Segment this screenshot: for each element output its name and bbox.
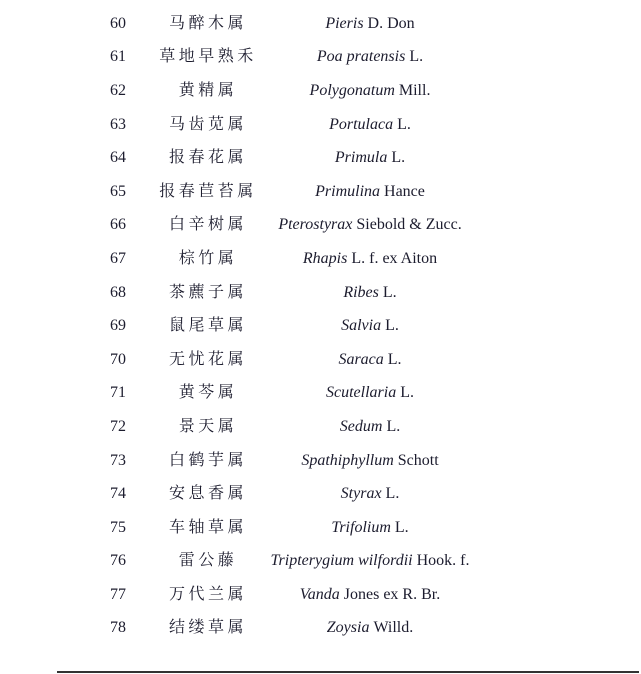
genus-latin-name xyxy=(260,83,480,99)
latin-authority: Hance xyxy=(384,182,425,200)
row-number: 63 xyxy=(110,115,126,133)
latin-genus-italic: Spathiphyllum xyxy=(301,451,394,469)
table-row xyxy=(0,242,641,276)
genus-latin-name xyxy=(260,385,480,401)
row-number: 60 xyxy=(110,14,126,32)
latin-genus-italic: Polygonatum xyxy=(309,81,395,99)
table-row xyxy=(0,108,641,142)
genus-latin-name xyxy=(260,587,480,603)
latin-genus-italic: Rhapis xyxy=(302,249,348,267)
latin-authority: L. f. ex Aiton xyxy=(351,249,438,267)
latin-authority: L. xyxy=(382,283,397,301)
row-number: 74 xyxy=(110,485,126,503)
row-number: 62 xyxy=(110,81,126,99)
latin-authority: D. Don xyxy=(367,14,415,32)
latin-authority: Schott xyxy=(397,451,439,469)
genus-chinese-name: 雷公藤 xyxy=(178,552,238,570)
table-row xyxy=(0,410,641,444)
latin-authority: Jones ex R. Br. xyxy=(343,585,441,603)
genus-latin-name xyxy=(260,419,480,435)
row-number: 70 xyxy=(110,350,126,368)
genus-chinese-name: 无忧花属 xyxy=(168,350,247,368)
genus-latin-name xyxy=(260,16,480,32)
genus-latin-name xyxy=(260,184,480,200)
table-row xyxy=(0,209,641,243)
genus-chinese-name: 草地早熟禾 xyxy=(159,48,257,66)
row-number: 77 xyxy=(110,585,126,603)
latin-authority: L. xyxy=(386,417,401,435)
latin-genus-italic: Trifolium xyxy=(331,518,391,536)
latin-authority: Willd. xyxy=(373,619,414,637)
latin-genus-italic: Primulina xyxy=(315,182,381,200)
table-bottom-border xyxy=(57,671,639,673)
genus-chinese-name: 结缕草属 xyxy=(168,619,247,637)
table-row xyxy=(0,511,641,545)
latin-authority: Hook. f. xyxy=(416,552,470,570)
latin-authority: L. xyxy=(385,317,399,335)
genus-latin-name xyxy=(260,352,480,368)
latin-genus-italic: Portulaca xyxy=(329,115,394,133)
genus-latin-name xyxy=(260,217,480,233)
latin-genus-italic: Saraca xyxy=(338,350,384,368)
row-number: 61 xyxy=(110,48,126,66)
latin-genus-italic: Vanda xyxy=(299,585,340,603)
genus-latin-name xyxy=(260,49,480,65)
row-number: 76 xyxy=(110,552,126,570)
table-row xyxy=(0,276,641,310)
genus-chinese-name: 万代兰属 xyxy=(168,585,247,603)
row-number: 72 xyxy=(110,417,126,435)
latin-authority: Siebold & Zucc. xyxy=(356,216,462,234)
latin-authority: Mill. xyxy=(398,81,431,99)
table-row xyxy=(0,578,641,612)
genus-chinese-name: 报春苣苔属 xyxy=(159,182,257,200)
latin-authority: L. xyxy=(397,115,411,133)
genus-chinese-name: 报春花属 xyxy=(168,149,247,167)
latin-genus-italic: Primula xyxy=(334,149,388,167)
table-row xyxy=(0,41,641,75)
genus-latin-name xyxy=(260,553,480,569)
row-number: 69 xyxy=(110,317,126,335)
latin-genus-italic: Tripterygium wilfordii xyxy=(270,552,413,570)
latin-authority: L. xyxy=(391,149,406,167)
genus-latin-name xyxy=(260,453,480,469)
table-row xyxy=(0,612,641,646)
row-number: 71 xyxy=(110,384,126,402)
genus-chinese-name: 棕竹属 xyxy=(178,249,238,267)
row-number: 78 xyxy=(110,619,126,637)
latin-genus-italic: Sedum xyxy=(339,417,383,435)
genus-chinese-name: 马醉木属 xyxy=(168,14,247,32)
row-number: 65 xyxy=(110,182,126,200)
table-row xyxy=(0,444,641,478)
table-row xyxy=(0,7,641,41)
genus-latin-name xyxy=(260,117,480,133)
table-row xyxy=(0,74,641,108)
latin-genus-italic: Pieris xyxy=(325,14,364,32)
table-row xyxy=(0,477,641,511)
latin-authority: L. xyxy=(387,350,402,368)
latin-genus-italic: Scutellaria xyxy=(326,384,397,402)
genus-latin-name xyxy=(260,486,480,502)
genus-latin-name xyxy=(260,620,480,636)
genus-chinese-name: 景天属 xyxy=(178,417,238,435)
genus-chinese-name: 白鹤芋属 xyxy=(168,451,247,469)
latin-genus-italic: Pterostyrax xyxy=(278,216,353,234)
table-row xyxy=(0,309,641,343)
row-number: 64 xyxy=(110,149,126,167)
genus-chinese-name: 白辛树属 xyxy=(168,216,247,234)
latin-authority: L. xyxy=(409,48,424,66)
row-number: 73 xyxy=(110,451,126,469)
genus-chinese-name: 马齿苋属 xyxy=(168,115,247,133)
table-row xyxy=(0,377,641,411)
genus-chinese-name: 黄芩属 xyxy=(178,384,238,402)
table-row xyxy=(0,175,641,209)
genus-chinese-name: 安息香属 xyxy=(168,485,247,503)
table-row xyxy=(0,141,641,175)
latin-genus-italic: Zoysia xyxy=(326,619,370,637)
latin-genus-italic: Styrax xyxy=(340,485,382,503)
genus-latin-name xyxy=(260,251,480,267)
latin-genus-italic: Salvia xyxy=(341,317,382,335)
row-number: 75 xyxy=(110,518,126,536)
genus-chinese-name: 车轴草属 xyxy=(168,518,247,536)
genus-latin-name xyxy=(260,520,480,536)
genus-table xyxy=(0,7,641,645)
table-row xyxy=(0,343,641,377)
row-number: 66 xyxy=(110,216,126,234)
latin-authority: L. xyxy=(385,485,400,503)
latin-authority: L. xyxy=(394,518,409,536)
genus-latin-name xyxy=(260,285,480,301)
latin-genus-italic: Ribes xyxy=(343,283,379,301)
table-row xyxy=(0,545,641,579)
genus-chinese-name: 黄精属 xyxy=(178,81,238,99)
genus-latin-name xyxy=(260,318,480,334)
row-number: 67 xyxy=(110,249,126,267)
genus-latin-name xyxy=(260,150,480,166)
genus-chinese-name: 鼠尾草属 xyxy=(168,317,247,335)
latin-genus-italic: Poa pratensis xyxy=(316,48,406,66)
latin-authority: L. xyxy=(400,384,414,402)
genus-chinese-name: 茶藨子属 xyxy=(168,283,247,301)
row-number: 68 xyxy=(110,283,126,301)
